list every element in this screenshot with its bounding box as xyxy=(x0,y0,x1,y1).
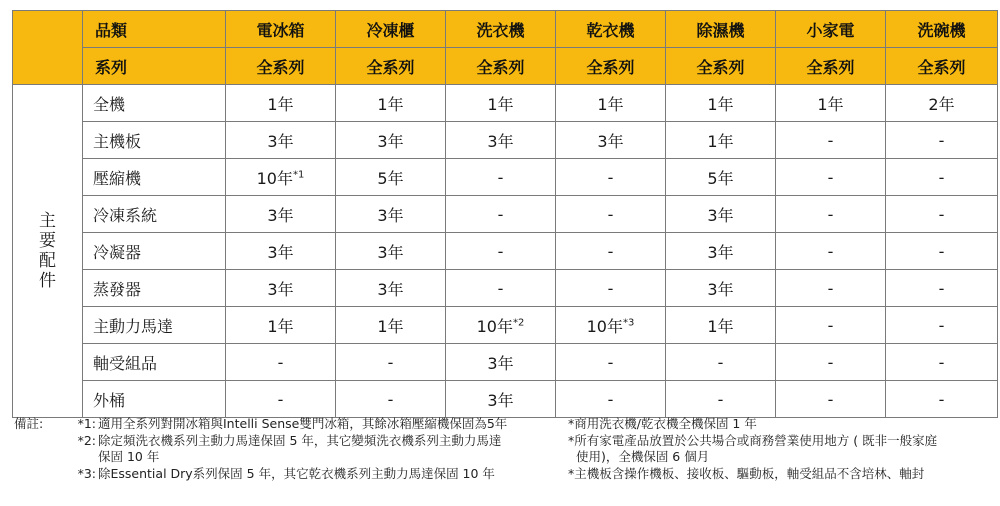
table-cell: 1年 xyxy=(226,307,336,344)
category-fridge: 電冰箱 xyxy=(226,11,336,48)
series-header-label: 系列 xyxy=(83,48,226,85)
table-row xyxy=(13,270,998,307)
table-row xyxy=(13,233,998,270)
row-label: 主動力馬達 xyxy=(83,307,226,344)
series-cell: 全系列 xyxy=(776,48,886,85)
category-header-label: 品類 xyxy=(83,11,226,48)
table-cell: - xyxy=(556,381,666,418)
table-cell: - xyxy=(226,344,336,381)
series-cell: 全系列 xyxy=(226,48,336,85)
table-cell: - xyxy=(776,307,886,344)
table-cell: 10年$^{*3}$ xyxy=(556,307,666,344)
category-header-row xyxy=(13,11,998,48)
row-label: 冷凍系統 xyxy=(83,196,226,233)
table-cell: - xyxy=(666,344,776,381)
row-label: 冷凝器 xyxy=(83,233,226,270)
table-cell: 3年 xyxy=(446,122,556,159)
table-cell: 3年 xyxy=(666,196,776,233)
main-parts-side-label: 主 要 配 件 xyxy=(13,85,83,418)
table-cell: - xyxy=(886,270,998,307)
corner-cell xyxy=(13,11,83,85)
footnote-mark: *3 xyxy=(623,317,635,329)
category-dryer: 乾衣機 xyxy=(556,11,666,48)
table-cell: - xyxy=(776,159,886,196)
table-cell: 3年 xyxy=(666,270,776,307)
table-row xyxy=(13,85,998,122)
table-cell: 1年 xyxy=(336,307,446,344)
series-cell: 全系列 xyxy=(556,48,666,85)
table-cell: 3年 xyxy=(666,233,776,270)
series-cell: 全系列 xyxy=(446,48,556,85)
row-label: 軸受組品 xyxy=(83,344,226,381)
note-item: 使用)，全機保固 6 個月 xyxy=(568,449,710,464)
table-cell: - xyxy=(886,196,998,233)
footnote-item: 保固 10 年 xyxy=(98,449,160,464)
table-cell: - xyxy=(776,381,886,418)
table-cell: 1年 xyxy=(666,122,776,159)
table-row xyxy=(13,344,998,381)
table-cell: - xyxy=(336,381,446,418)
table-cell: - xyxy=(666,381,776,418)
table-cell: - xyxy=(776,122,886,159)
series-cell: 全系列 xyxy=(886,48,998,85)
table-cell: 10年$^{*1}$ xyxy=(226,159,336,196)
table-cell: 3年 xyxy=(336,122,446,159)
table-cell: - xyxy=(886,381,998,418)
table-cell: 1年 xyxy=(556,85,666,122)
table-row xyxy=(13,381,998,418)
table-cell: - xyxy=(556,196,666,233)
row-label: 壓縮機 xyxy=(83,159,226,196)
table-cell: 3年 xyxy=(446,344,556,381)
table-cell: - xyxy=(886,159,998,196)
table-cell: 1年 xyxy=(226,85,336,122)
category-washer: 洗衣機 xyxy=(446,11,556,48)
table-cell: 3年 xyxy=(556,122,666,159)
table-cell: - xyxy=(336,344,446,381)
footnote-mark: *2 xyxy=(513,317,525,329)
table-cell: - xyxy=(556,270,666,307)
series-cell: 全系列 xyxy=(336,48,446,85)
table-cell: 5年 xyxy=(666,159,776,196)
table-cell: - xyxy=(776,270,886,307)
table-cell: - xyxy=(886,307,998,344)
row-label: 全機 xyxy=(83,85,226,122)
table-cell: - xyxy=(446,270,556,307)
table-cell: - xyxy=(446,159,556,196)
table-cell: 1年 xyxy=(336,85,446,122)
table-cell: 3年 xyxy=(226,122,336,159)
table-cell: - xyxy=(886,233,998,270)
table-cell: 3年 xyxy=(446,381,556,418)
row-label: 主機板 xyxy=(83,122,226,159)
table-cell: 3年 xyxy=(336,233,446,270)
table-cell: - xyxy=(886,122,998,159)
table-cell: 10年$^{*2}$ xyxy=(446,307,556,344)
table-cell: 3年 xyxy=(336,270,446,307)
footnote-item: *3: 除Essential Dry系列保固 5 年，其它乾衣機系列主動力馬達保固 10 年 xyxy=(77,465,495,481)
footnote-item: *2: 除定頻洗衣機系列主動力馬達保固 5 年，其它變頻洗衣機系列主動力馬達 xyxy=(77,432,502,448)
notes-heading: 備註: xyxy=(14,416,44,431)
notes-left-column xyxy=(62,416,562,482)
footnote-item: *1: 適用全系列對開冰箱與Intelli Sense雙門冰箱，其餘冰箱壓縮機保固為5年 xyxy=(77,416,508,431)
table-cell: - xyxy=(776,344,886,381)
table-cell: - xyxy=(556,159,666,196)
category-small-appliance: 小家電 xyxy=(776,11,886,48)
table-cell: - xyxy=(776,233,886,270)
note-item: *主機板含操作機板、接收板、驅動板，軸受組品不含培林、軸封 xyxy=(568,465,925,481)
category-dishwasher: 洗碗機 xyxy=(886,11,998,48)
category-freezer: 冷凍櫃 xyxy=(336,11,446,48)
table-row xyxy=(13,159,998,196)
table-cell: 1年 xyxy=(666,307,776,344)
table-cell: 3年 xyxy=(226,233,336,270)
table-cell: 2年 xyxy=(886,85,998,122)
table-cell: - xyxy=(886,344,998,381)
notes-right-column xyxy=(568,416,988,482)
table-cell: 3年 xyxy=(336,196,446,233)
table-cell: 1年 xyxy=(776,85,886,122)
table-cell: 3年 xyxy=(226,196,336,233)
table-row xyxy=(13,307,998,344)
table-cell: - xyxy=(556,233,666,270)
table-cell: - xyxy=(776,196,886,233)
table-cell: - xyxy=(446,233,556,270)
category-dehumidifier: 除濕機 xyxy=(666,11,776,48)
table-cell: 1年 xyxy=(666,85,776,122)
series-header-row xyxy=(13,48,998,85)
note-item: *所有家電產品放置於公共場合或商務營業使用地方 ( 既非一般家庭 xyxy=(568,432,938,448)
table-row xyxy=(13,196,998,233)
table-cell: - xyxy=(226,381,336,418)
row-label: 蒸發器 xyxy=(83,270,226,307)
row-label: 外桶 xyxy=(83,381,226,418)
table-row xyxy=(13,122,998,159)
table-cell: 3年 xyxy=(226,270,336,307)
warranty-table xyxy=(12,10,998,418)
table-cell: 5年 xyxy=(336,159,446,196)
footnote-mark: *1 xyxy=(293,169,305,181)
table-cell: - xyxy=(556,344,666,381)
table-cell: 1年 xyxy=(446,85,556,122)
table-cell: - xyxy=(446,196,556,233)
note-item: *商用洗衣機/乾衣機全機保固 1 年 xyxy=(568,416,757,431)
series-cell: 全系列 xyxy=(666,48,776,85)
